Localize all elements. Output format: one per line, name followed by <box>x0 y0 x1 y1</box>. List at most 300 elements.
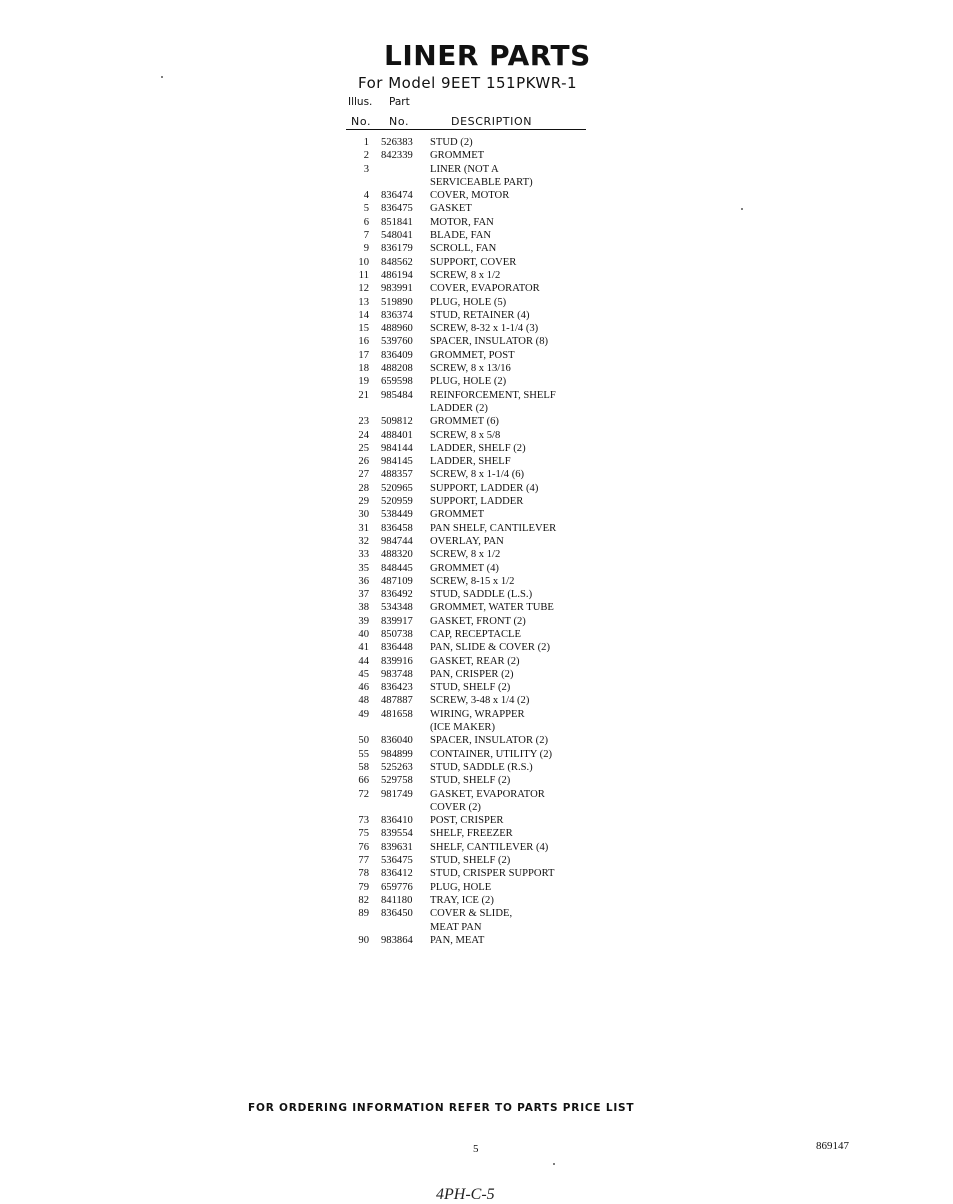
column-header-illus: Illus. <box>348 96 373 108</box>
part-number: 536475 <box>381 855 413 867</box>
description-line: GASKET, FRONT (2) <box>430 615 526 627</box>
illus-number: 32 <box>358 535 369 547</box>
description-line: SCREW, 8 x 1-1/4 (6) <box>430 469 525 481</box>
part-description <box>417 854 596 867</box>
description-line: PAN, MEAT <box>430 934 485 946</box>
header-divider <box>346 129 586 130</box>
illus-number: 77 <box>358 855 369 867</box>
part-number: 548041 <box>381 230 413 242</box>
description-line: SERVICEABLE PART) <box>430 176 533 188</box>
description-line: SUPPORT, COVER <box>430 256 517 268</box>
part-number: 509812 <box>381 416 413 428</box>
description-line: SCREW, 8 x 5/8 <box>430 429 501 441</box>
illus-number: 50 <box>358 735 369 747</box>
illus-number: 75 <box>358 828 369 840</box>
part-number: 842339 <box>381 150 413 162</box>
part-number: 659776 <box>381 881 413 893</box>
part-description <box>417 867 596 880</box>
parts-row <box>346 814 596 827</box>
description-line: STUD, CRISPER SUPPORT <box>430 868 555 880</box>
parts-row <box>346 455 596 468</box>
description-line: SHELF, FREEZER <box>430 828 513 840</box>
description-line: PAN, SLIDE & COVER (2) <box>430 642 550 654</box>
description-line: SPACER, INSULATOR (8) <box>430 336 549 348</box>
scan-speck <box>161 76 163 78</box>
description-line: SCREW, 8 x 1/2 <box>430 549 501 561</box>
description-line: GROMMET, WATER TUBE <box>430 602 554 614</box>
parts-row <box>346 349 596 362</box>
illus-number: 55 <box>358 748 369 760</box>
illus-number: 49 <box>358 708 369 720</box>
illus-number: 13 <box>358 296 369 308</box>
illus-number: 15 <box>358 323 369 335</box>
part-description <box>417 322 596 335</box>
part-description <box>417 335 596 348</box>
part-number: 836475 <box>381 203 413 215</box>
part-description <box>417 362 596 375</box>
part-description <box>417 468 596 481</box>
parts-row <box>346 575 596 588</box>
illus-number: 79 <box>358 881 369 893</box>
description-line: STUD, SADDLE (R.S.) <box>430 761 533 773</box>
description-line: CONTAINER, UTILITY (2) <box>430 748 553 760</box>
part-number: 836450 <box>381 908 413 920</box>
page-title: LINER PARTS <box>384 39 591 72</box>
illus-number: 41 <box>358 642 369 654</box>
part-description <box>417 588 596 601</box>
description-line: SUPPORT, LADDER <box>430 496 524 508</box>
description-line: PLUG, HOLE (5) <box>430 296 507 308</box>
illus-number: 28 <box>358 482 369 494</box>
illus-number: 17 <box>358 349 369 361</box>
part-number <box>369 163 417 190</box>
part-number: 981749 <box>381 788 413 800</box>
description-line: SPACER, INSULATOR (2) <box>430 735 549 747</box>
description-line: SCREW, 8 x 1/2 <box>430 269 501 281</box>
part-description <box>417 761 596 774</box>
parts-row <box>346 655 596 668</box>
illus-number: 33 <box>358 549 369 561</box>
part-number: 486194 <box>381 269 413 281</box>
part-number: 488357 <box>381 469 413 481</box>
illus-number: 73 <box>358 815 369 827</box>
part-number: 851841 <box>381 216 413 228</box>
parts-row <box>346 934 596 947</box>
parts-row <box>346 362 596 375</box>
illus-number: 12 <box>358 283 369 295</box>
description-line: PAN, CRISPER (2) <box>430 668 514 680</box>
part-number: 539760 <box>381 336 413 348</box>
description-line: SUPPORT, LADDER (4) <box>430 482 539 494</box>
parts-row <box>346 282 596 295</box>
column-header-illus-no: No. <box>351 115 372 128</box>
parts-row <box>346 907 596 934</box>
parts-row <box>346 322 596 335</box>
part-description <box>417 442 596 455</box>
part-description <box>417 641 596 654</box>
description-line: WIRING, WRAPPER <box>430 708 525 720</box>
description-line: GASKET, EVAPORATOR <box>430 788 545 800</box>
illus-number: 7 <box>363 230 369 242</box>
parts-row <box>346 867 596 880</box>
part-number: 481658 <box>381 708 413 720</box>
description-line: SCROLL, FAN <box>430 243 497 255</box>
part-description <box>417 907 596 934</box>
illus-number: 45 <box>358 668 369 680</box>
part-number: 836179 <box>381 243 413 255</box>
illus-number: 2 <box>363 150 369 162</box>
part-description <box>417 548 596 561</box>
parts-row <box>346 482 596 495</box>
part-description <box>417 495 596 508</box>
description-line: SCREW, 3-48 x 1/4 (2) <box>430 695 530 707</box>
illus-number: 38 <box>358 602 369 614</box>
part-number: 839916 <box>381 655 413 667</box>
part-number: 519890 <box>381 296 413 308</box>
parts-row <box>346 136 596 149</box>
part-description <box>417 508 596 521</box>
part-number: 836410 <box>381 815 413 827</box>
part-description <box>417 455 596 468</box>
parts-row <box>346 389 596 416</box>
illus-number: 76 <box>358 841 369 853</box>
description-line: LINER (NOT A <box>430 163 499 175</box>
illus-number: 72 <box>358 788 369 800</box>
part-description <box>417 841 596 854</box>
illus-number: 89 <box>358 908 369 920</box>
part-number: 984899 <box>381 748 413 760</box>
illus-number: 16 <box>358 336 369 348</box>
illus-number: 46 <box>358 682 369 694</box>
parts-row <box>346 149 596 162</box>
part-number: 520965 <box>381 482 413 494</box>
part-number: 850738 <box>381 628 413 640</box>
part-number: 529758 <box>381 775 413 787</box>
parts-row <box>346 681 596 694</box>
part-number: 848562 <box>381 256 413 268</box>
description-line: PLUG, HOLE <box>430 881 492 893</box>
illus-number: 78 <box>358 868 369 880</box>
illus-number: 19 <box>358 376 369 388</box>
description-line: STUD, RETAINER (4) <box>430 309 530 321</box>
illus-number: 23 <box>358 416 369 428</box>
illus-number: 9 <box>363 243 369 255</box>
parts-row <box>346 827 596 840</box>
part-number: 836409 <box>381 349 413 361</box>
description-line: STUD (2) <box>430 137 473 148</box>
parts-list <box>346 136 596 947</box>
parts-row <box>346 641 596 654</box>
part-description <box>417 389 596 416</box>
part-description <box>417 375 596 388</box>
part-number: 488960 <box>381 323 413 335</box>
illus-number: 11 <box>358 269 369 281</box>
parts-row <box>346 601 596 614</box>
parts-row <box>346 562 596 575</box>
part-description <box>417 189 596 202</box>
illus-number: 14 <box>358 309 369 321</box>
part-description <box>417 229 596 242</box>
part-number: 839554 <box>381 828 413 840</box>
part-number: 659598 <box>381 376 413 388</box>
description-line: STUD, SHELF (2) <box>430 682 511 694</box>
illus-number: 31 <box>358 522 369 534</box>
part-description <box>417 774 596 787</box>
part-description <box>417 681 596 694</box>
part-description <box>417 934 596 947</box>
illus-number: 58 <box>358 761 369 773</box>
parts-row <box>346 588 596 601</box>
part-number: 487109 <box>381 575 413 587</box>
description-line: SHELF, CANTILEVER (4) <box>430 841 549 853</box>
description-line: GROMMET <box>430 509 485 521</box>
description-line: SCREW, 8-15 x 1/2 <box>430 575 515 587</box>
ordering-note: FOR ORDERING INFORMATION REFER TO PARTS PRICE LIST <box>248 1102 635 1114</box>
part-number: 487887 <box>381 695 413 707</box>
part-number: 836474 <box>381 190 413 202</box>
part-description <box>417 535 596 548</box>
part-description <box>417 601 596 614</box>
parts-row <box>346 628 596 641</box>
description-line: (ICE MAKER) <box>430 722 496 734</box>
part-number: 983748 <box>381 668 413 680</box>
illus-number: 90 <box>358 934 369 946</box>
part-number: 526383 <box>381 137 413 148</box>
description-line: CAP, RECEPTACLE <box>430 628 521 640</box>
parts-row <box>346 309 596 322</box>
part-number: 836374 <box>381 309 413 321</box>
description-line: COVER, MOTOR <box>430 190 510 202</box>
description-line: COVER (2) <box>430 801 481 813</box>
part-description <box>417 708 596 735</box>
parts-row <box>346 734 596 747</box>
description-line: REINFORCEMENT, SHELF <box>430 389 556 401</box>
part-description <box>417 562 596 575</box>
description-line: OVERLAY, PAN <box>430 535 504 547</box>
part-description <box>417 309 596 322</box>
illus-number: 30 <box>358 509 369 521</box>
part-description <box>417 522 596 535</box>
parts-row <box>346 548 596 561</box>
part-description <box>417 628 596 641</box>
part-description <box>417 668 596 681</box>
part-number: 985484 <box>381 389 413 401</box>
parts-row <box>346 881 596 894</box>
part-description <box>417 615 596 628</box>
part-description <box>417 482 596 495</box>
part-number: 983864 <box>381 934 413 946</box>
illus-number: 29 <box>358 496 369 508</box>
description-line: GASKET, REAR (2) <box>430 655 520 667</box>
part-description <box>417 827 596 840</box>
part-number: 984145 <box>381 456 413 468</box>
illus-number: 3 <box>363 163 369 175</box>
part-number: 836458 <box>381 522 413 534</box>
description-line: MOTOR, FAN <box>430 216 494 228</box>
part-number: 984144 <box>381 442 413 454</box>
part-description <box>417 694 596 707</box>
parts-row <box>346 761 596 774</box>
description-line: PAN SHELF, CANTILEVER <box>430 522 557 534</box>
description-line: STUD, SHELF (2) <box>430 855 511 867</box>
illus-number: 37 <box>358 589 369 601</box>
part-description <box>417 256 596 269</box>
description-line: STUD, SADDLE (L.S.) <box>430 589 533 601</box>
part-number: 520959 <box>381 496 413 508</box>
parts-row <box>346 708 596 735</box>
description-line: COVER, EVAPORATOR <box>430 283 540 295</box>
part-description <box>417 149 596 162</box>
parts-row <box>346 748 596 761</box>
part-description <box>417 575 596 588</box>
part-description <box>417 349 596 362</box>
parts-row <box>346 442 596 455</box>
part-number: 983991 <box>381 283 413 295</box>
part-description <box>417 296 596 309</box>
handwritten-note: 4PH-C-5 <box>436 1186 495 1203</box>
part-number: 841180 <box>381 894 413 906</box>
part-description <box>417 202 596 215</box>
parts-row <box>346 894 596 907</box>
parts-row <box>346 668 596 681</box>
part-description <box>417 429 596 442</box>
parts-row <box>346 189 596 202</box>
part-number: 836448 <box>381 642 413 654</box>
illus-number: 82 <box>358 894 369 906</box>
parts-row <box>346 202 596 215</box>
part-number: 488208 <box>381 363 413 375</box>
parts-row <box>346 256 596 269</box>
page-number: 5 <box>473 1143 479 1155</box>
illus-number: 26 <box>358 456 369 468</box>
scan-speck <box>553 1163 555 1165</box>
part-number: 488401 <box>381 429 413 441</box>
part-description <box>417 814 596 827</box>
parts-row <box>346 375 596 388</box>
part-description <box>417 282 596 295</box>
parts-row <box>346 296 596 309</box>
illus-number: 44 <box>358 655 369 667</box>
part-description <box>417 415 596 428</box>
part-description <box>417 136 596 149</box>
column-header-part: Part <box>389 96 410 108</box>
illus-number: 25 <box>358 442 369 454</box>
description-line: GROMMET <box>430 150 485 162</box>
part-number: 488320 <box>381 549 413 561</box>
description-line: LADDER, SHELF (2) <box>430 442 526 454</box>
description-line: GROMMET, POST <box>430 349 515 361</box>
illus-number: 5 <box>363 203 369 215</box>
scan-speck <box>741 208 743 210</box>
description-line: STUD, SHELF (2) <box>430 775 511 787</box>
description-line: POST, CRISPER <box>430 815 504 827</box>
part-number: 525263 <box>381 761 413 773</box>
part-number: 848445 <box>381 562 413 574</box>
model-subtitle: For Model 9EET 151PKWR-1 <box>358 74 578 92</box>
column-header-description: DESCRIPTION <box>451 115 533 128</box>
parts-row <box>346 229 596 242</box>
description-line: PLUG, HOLE (2) <box>430 376 507 388</box>
part-description <box>417 881 596 894</box>
part-number: 534348 <box>381 602 413 614</box>
part-number: 839631 <box>381 841 413 853</box>
illus-number: 27 <box>358 469 369 481</box>
illus-number: 66 <box>358 775 369 787</box>
parts-row <box>346 615 596 628</box>
description-line: BLADE, FAN <box>430 230 492 242</box>
part-description <box>417 242 596 255</box>
part-number: 984744 <box>381 535 413 547</box>
parts-row <box>346 774 596 787</box>
part-description <box>417 788 596 815</box>
parts-row <box>346 508 596 521</box>
description-line: GASKET <box>430 203 472 215</box>
part-description <box>417 216 596 229</box>
description-line: LADDER (2) <box>430 402 488 414</box>
description-line: TRAY, ICE (2) <box>430 894 494 906</box>
illus-number: 18 <box>358 363 369 375</box>
parts-row <box>346 694 596 707</box>
illus-number: 4 <box>363 190 369 202</box>
parts-row <box>346 269 596 282</box>
part-description <box>417 269 596 282</box>
description-line: COVER & SLIDE, <box>430 908 513 920</box>
parts-row <box>346 788 596 815</box>
part-number: 836492 <box>381 589 413 601</box>
illus-number: 40 <box>358 628 369 640</box>
illus-number: 1 <box>363 137 369 148</box>
parts-row <box>346 854 596 867</box>
parts-row <box>346 495 596 508</box>
part-number: 836412 <box>381 868 413 880</box>
part-description <box>417 655 596 668</box>
parts-row <box>346 841 596 854</box>
document-code: 869147 <box>816 1140 849 1152</box>
part-number: 836040 <box>381 735 413 747</box>
parts-row <box>346 415 596 428</box>
illus-number: 21 <box>358 389 369 401</box>
column-header-part-no: No. <box>389 115 410 128</box>
description-line: SCREW, 8-32 x 1-1/4 (3) <box>430 323 539 335</box>
description-line: SCREW, 8 x 13/16 <box>430 363 511 375</box>
illus-number: 35 <box>358 562 369 574</box>
parts-row <box>346 429 596 442</box>
parts-row <box>346 216 596 229</box>
parts-row <box>346 335 596 348</box>
description-line: GROMMET (6) <box>430 416 499 428</box>
part-description <box>417 734 596 747</box>
part-number: 538449 <box>381 509 413 521</box>
parts-row <box>346 535 596 548</box>
part-description <box>417 894 596 907</box>
description-line: MEAT PAN <box>430 921 482 933</box>
illus-number: 6 <box>363 216 369 228</box>
part-number: 839917 <box>381 615 413 627</box>
part-description <box>417 748 596 761</box>
illus-number: 39 <box>358 615 369 627</box>
part-number: 836423 <box>381 682 413 694</box>
description-line: LADDER, SHELF <box>430 456 511 468</box>
illus-number: 48 <box>358 695 369 707</box>
illus-number: 36 <box>358 575 369 587</box>
parts-row <box>346 242 596 255</box>
description-line: GROMMET (4) <box>430 562 499 574</box>
parts-row <box>346 522 596 535</box>
illus-number: 24 <box>358 429 369 441</box>
illus-number: 10 <box>358 256 369 268</box>
parts-row <box>346 163 596 190</box>
part-description <box>417 163 596 190</box>
